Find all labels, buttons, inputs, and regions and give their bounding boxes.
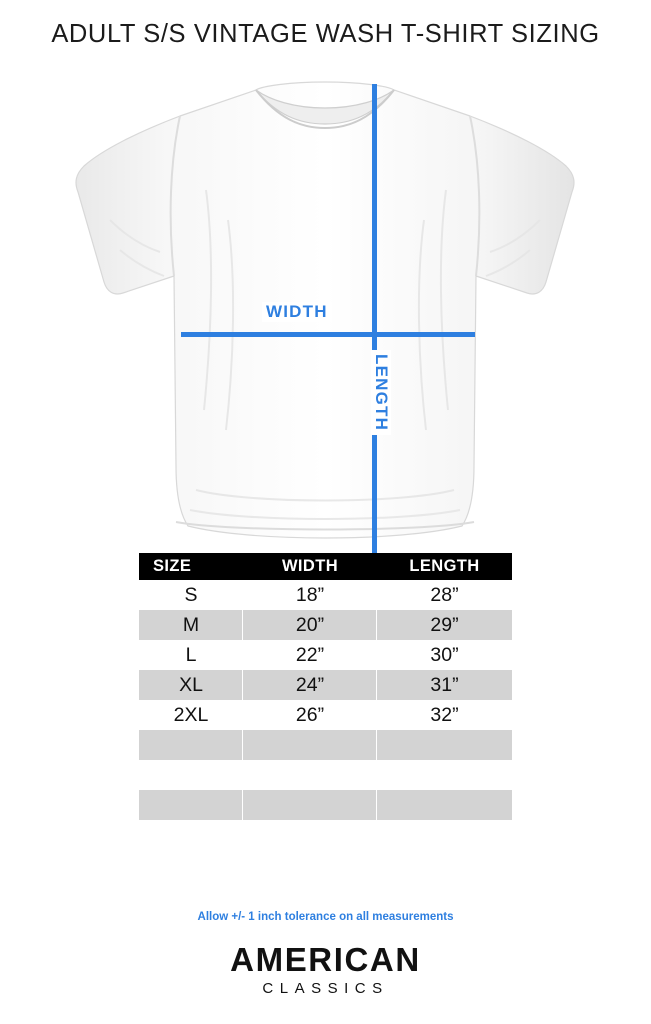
- table-header-row: [139, 553, 512, 580]
- cell-length: [377, 790, 512, 820]
- tshirt-diagram: [0, 70, 651, 540]
- table-row: [139, 580, 512, 610]
- cell-width: 18”: [243, 580, 377, 610]
- cell-size: S: [139, 580, 243, 610]
- cell-size: L: [139, 640, 243, 670]
- width-label: WIDTH: [262, 302, 332, 322]
- cell-length: 30”: [377, 640, 512, 670]
- cell-length: 32”: [377, 700, 512, 730]
- table-row: [139, 670, 512, 700]
- cell-width: [243, 730, 377, 760]
- cell-length: 31”: [377, 670, 512, 700]
- brand-tagline: CLASSICS: [262, 980, 389, 997]
- cell-size: [139, 790, 243, 820]
- cell-size: [139, 730, 243, 760]
- table-row: [139, 640, 512, 670]
- length-measurement-line: [372, 84, 377, 604]
- cell-width: [243, 760, 377, 790]
- cell-length: [377, 820, 512, 850]
- length-label: LENGTH: [371, 350, 391, 435]
- cell-size: [139, 820, 243, 850]
- column-header-length: LENGTH: [377, 553, 512, 580]
- cell-width: 20”: [243, 610, 377, 640]
- cell-length: 29”: [377, 610, 512, 640]
- cell-width: 22”: [243, 640, 377, 670]
- table-row: [139, 760, 512, 790]
- table-row: [139, 730, 512, 760]
- page-title: ADULT S/S VINTAGE WASH T-SHIRT SIZING: [51, 20, 600, 48]
- cell-width: 26”: [243, 700, 377, 730]
- cell-length: [377, 730, 512, 760]
- cell-length: [377, 760, 512, 790]
- size-chart-table: [139, 553, 512, 850]
- table-row: [139, 610, 512, 640]
- cell-width: [243, 820, 377, 850]
- cell-size: XL: [139, 670, 243, 700]
- table-row: [139, 790, 512, 820]
- cell-width: [243, 790, 377, 820]
- cell-length: 28”: [377, 580, 512, 610]
- column-header-width: WIDTH: [243, 553, 377, 580]
- cell-width: 24”: [243, 670, 377, 700]
- column-header-size: SIZE: [139, 553, 243, 580]
- brand-name: AMERICAN: [230, 941, 421, 978]
- tolerance-note: Allow +/- 1 inch tolerance on all measurements: [197, 911, 454, 923]
- cell-size: M: [139, 610, 243, 640]
- table-row: [139, 820, 512, 850]
- table-row: [139, 700, 512, 730]
- cell-size: [139, 760, 243, 790]
- width-measurement-line: [181, 332, 475, 337]
- cell-size: 2XL: [139, 700, 243, 730]
